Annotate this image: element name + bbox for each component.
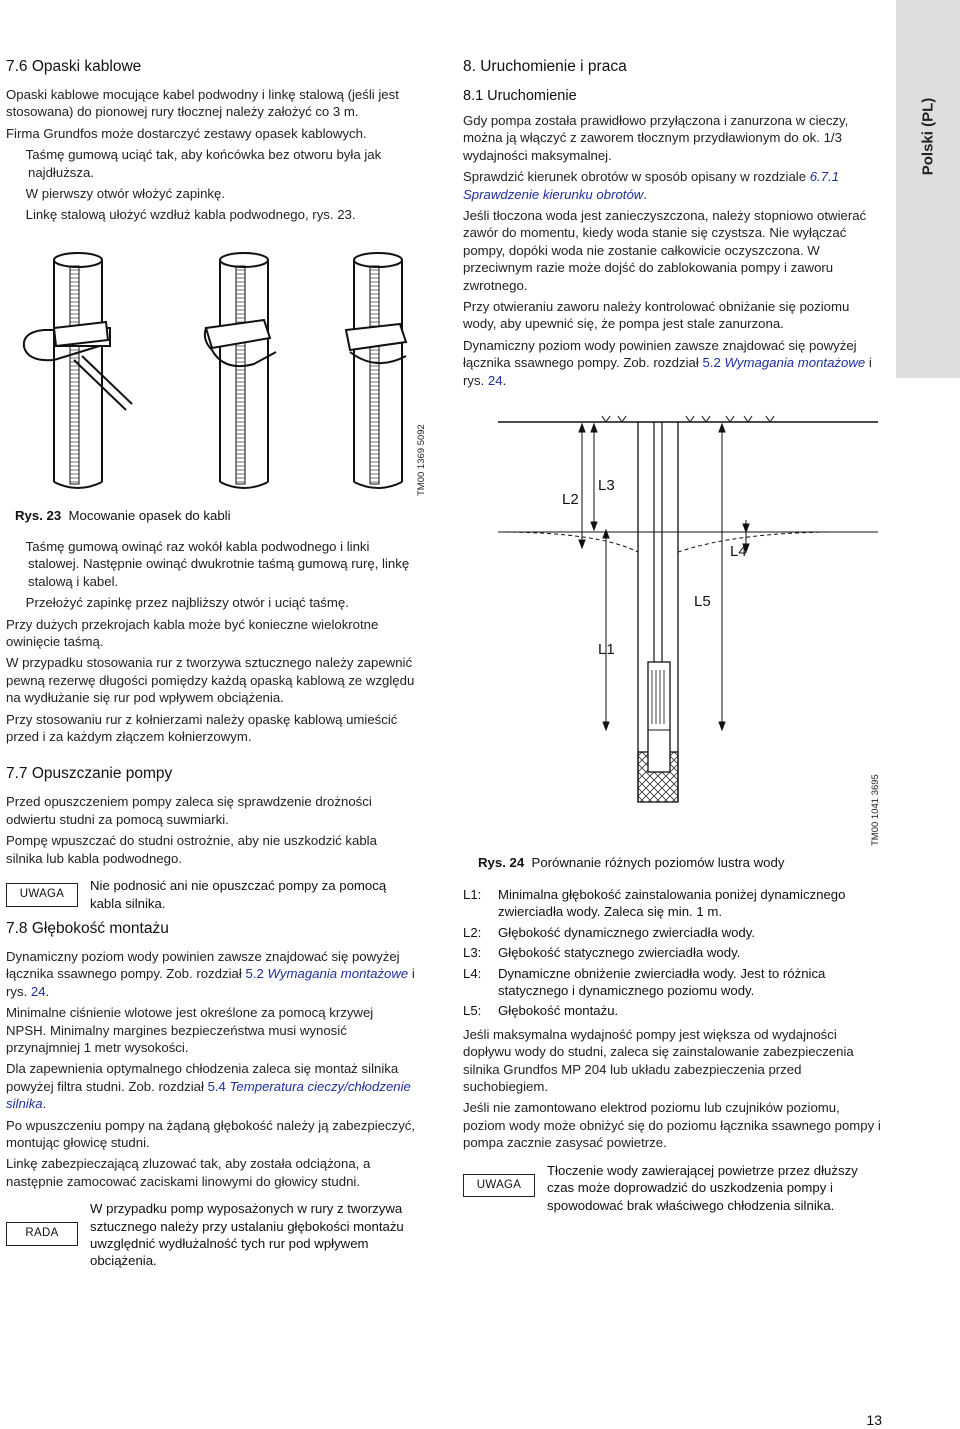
link-6-7-1[interactable]: 6.7.1 Sprawdzenie kierunku obrotów (463, 169, 840, 202)
figure-24-legend (463, 886, 883, 1020)
s76-step-5: Przełożyć zapinkę przez najbliższy otwór i uciąć taśmę. (25, 595, 349, 611)
link-5-2[interactable]: 5.2 (245, 966, 264, 982)
s77-paragraph-1: Przed opuszczeniem pompy zaleca się sprawdzenie drożności odwiertu studni za pomocą suwmiarki. (6, 794, 372, 827)
label-L1: L1 (598, 641, 615, 658)
s76-paragraph-5: Przy stosowaniu rur z kołnierzami należy opaskę kablową umieścić przed i za każdym złączem kołnierzowym. (6, 711, 398, 745)
s78-paragraph-5: Linkę zabezpieczającą zluzować tak, aby została odciążona, a następnie zamocować zaciskami linowymi do głowicy studni. (6, 1156, 371, 1189)
label-L2: L2 (562, 491, 579, 508)
warning-uwaga-1 (6, 877, 416, 912)
s81-paragraph-5: Dynamiczny poziom wody powinien zawsze znajdować się powyżej łącznika ssawnego pompy. Zob. rozdział 5.2 Wymagania montażowe i rys. 24. (463, 337, 872, 388)
right-column-lower (463, 886, 883, 1220)
link-temperatura[interactable]: Temperatura cieczy/chłodzenie silnika (6, 1078, 411, 1112)
legend-value: Dynamiczne obniżenie zwierciadła wody. Jest to różnica statycznego i dynamicznego poziomu wody. (498, 965, 826, 999)
language-label: Polski (PL) (919, 97, 937, 176)
s78-paragraph-4: Po wpuszczeniu pompy na żądaną głębokość należy ją zabezpieczyć, montując głowicę studni. (6, 1117, 416, 1150)
legend-value: Minimalna głębokość zainstalowania poniżej dynamicznego zwierciadła wody. Zaleca się min. 1 m. (498, 887, 846, 920)
warning-badge: UWAGA (463, 1174, 535, 1197)
left-column-lower (6, 538, 416, 1276)
legend-value: Głębokość dynamicznego zwierciadła wody. (498, 924, 756, 940)
label-L5: L5 (694, 593, 711, 610)
section-7-7-title: 7.7 Opuszczanie pompy (6, 765, 173, 783)
s81-paragraph-3: Jeśli tłoczona woda jest zanieczyszczona, należy stopniowo otwierać zawór do momentu, kiedy woda stanie się czystsza. Nie wyłączać pompy, dopóki woda nie zostanie całkowicie oczyszczona. W przeciwnym razie może dojść do zablokowania pompy i zaworu zwrotnego. (463, 208, 867, 293)
warning-uwaga-2 (463, 1162, 883, 1214)
link-wymagania-right[interactable]: Wymagania montażowe (720, 355, 866, 371)
figure-24 (478, 412, 898, 882)
pipe-1 (24, 253, 132, 488)
s76-paragraph-1: Opaski kablowe mocujące kabel podwodny i linkę stalową (jeśli jest stosowana) do pionowej rury tłocznej należy założyć co 3 m. (6, 87, 399, 120)
legend-key: L3: (463, 945, 482, 961)
link-5-2-right[interactable]: 5.2 (702, 355, 721, 371)
section-7-8-title: 7.8 Głębokość montażu (6, 919, 169, 937)
warning-text: Nie podnosić ani nie opuszczać pompy za pomocą kabla silnika. (90, 878, 387, 911)
right-column (463, 56, 883, 393)
legend-key: L5: (463, 1003, 482, 1019)
s81-paragraph-4: Przy otwieraniu zaworu należy kontrolować obniżanie się poziomu wody, aby upewnić się, że pompa jest stale zanurzona. (463, 299, 850, 332)
s81-paragraph-2: Sprawdzić kierunek obrotów w sposób opisany w rozdziale 6.7.1 Sprawdzenie kierunku obrotów. (463, 169, 840, 202)
s81-paragraph-1: Gdy pompa została prawidłowo przyłączona i zanurzona w cieczy, można ją włączyć z zaworem tłocznym przydławionym do ok. 1/3 wydajności maksymalnej. (463, 113, 849, 163)
s76-step-2: W pierwszy otwór włożyć zapinkę. (25, 186, 226, 202)
figure-23 (14, 232, 434, 532)
tip-rada (6, 1200, 416, 1270)
s78-paragraph-1: Dynamiczny poziom wody powinien zawsze znajdować się powyżej łącznika ssawnego pompy. Zob. rozdział 5.2 Wymagania montażowe i rys. 24. (6, 948, 415, 999)
s78-paragraph-2: Minimalne ciśnienie wlotowe jest określone za pomocą krzywej NPSH. Minimalny margines bezpieczeństwa musi wynosić przynajmniej 1 metr wysokości. (6, 1005, 374, 1055)
section-8-1-title: 8.1 Uruchomienie (463, 88, 577, 104)
left-column (6, 56, 416, 228)
ground-grass-marks (602, 416, 774, 422)
pipe-3 (346, 253, 406, 488)
s76-paragraph-4: W przypadku stosowania rur z tworzywa sztucznego należy zapewnić pewną rezerwę długości pomiędzy każdą opaską kablową ze względu na wydłużanie się rur pod wpływem obciążenia. (6, 655, 415, 706)
s8-paragraph-6: Jeśli maksymalna wydajność pompy jest większa od wydajności dopływu wody do studni, zaleca się zainstalowanie zabezpieczenia silnika Grundfos MP 204 lub układu zabezpieczenia przed suchobiegiem. (463, 1026, 854, 1095)
figure-23-code: TM00 1369 5092 (416, 424, 427, 496)
link-fig-24-right[interactable]: 24 (487, 372, 503, 388)
s76-step-3: Linkę stalową ułożyć wzdłuż kabla podwodnego, rys. 23. (25, 207, 356, 223)
s76-step-1: Taśmę gumową uciąć tak, aby końcówka bez otworu była jak najdłuższa. (25, 147, 382, 180)
water-level-diagram (478, 412, 898, 882)
s77-paragraph-2: Pompę wpuszczać do studni ostrożnie, aby nie uszkodzić kabla silnika lub kabla podwodnego. (6, 833, 377, 866)
tip-text: W przypadku pomp wyposażonych w rury z tworzywa sztucznego należy przy ustalaniu głębokości montażu uwzględnić wydłużalność tych rur pod wpływem obciążenia. (90, 1201, 404, 1269)
page-number: 13 (866, 1412, 882, 1428)
link-fig-24[interactable]: 24 (30, 983, 46, 999)
s76-step-4: Taśmę gumową owinąć raz wokół kabla podwodnego i linki stalowej. Następnie owinąć dwukrotnie taśmą gumową rurę, linkę stalową i kabel. (25, 539, 410, 589)
section-8-title: 8. Uruchomienie i praca (463, 58, 627, 75)
legend-value: Głębokość montażu. (498, 1003, 619, 1019)
s76-paragraph-3: Przy dużych przekrojach kabla może być konieczne wielokrotne owinięcie taśmą. (6, 616, 379, 650)
label-L3: L3 (598, 477, 615, 494)
s78-paragraph-3: Dla zapewnienia optymalnego chłodzenia zaleca się montaż silnika powyżej filtra studni. Zob. rozdział 5.4 Temperatura cieczy/chłodzenie silnika. (6, 1061, 411, 1112)
section-7-6-title: 7.6 Opaski kablowe (6, 58, 142, 75)
figure-24-code: TM00 1041 3695 (870, 774, 881, 846)
label-L4: L4 (730, 543, 747, 560)
legend-key: L1: (463, 887, 482, 902)
figure-23-caption: Rys. 23 Mocowanie opasek do kabli (15, 508, 231, 523)
link-5-4[interactable]: 5.4 (207, 1078, 226, 1094)
warning-badge: UWAGA (6, 883, 78, 906)
pipe-2 (205, 253, 276, 488)
legend-value: Głębokość statycznego zwierciadła wody. (498, 945, 741, 961)
s76-paragraph-2: Firma Grundfos może dostarczyć zestawy opasek kablowych. (6, 125, 367, 141)
s8-paragraph-7: Jeśli nie zamontowano elektrod poziomu lub czujników poziomu, poziom wody może obniżyć się do poziomu łącznika ssawnego pompy i pompa zacznie zasysać powietrze. (463, 1100, 881, 1151)
tip-badge: RADA (6, 1222, 78, 1245)
link-wymagania[interactable]: Wymagania montażowe (263, 966, 409, 982)
legend-key: L2: (463, 924, 482, 940)
language-side-tab (896, 0, 960, 378)
figure-24-caption: Rys. 24 Porównanie różnych poziomów lustra wody (478, 855, 785, 870)
warning-text: Tłoczenie wody zawierającej powietrze przez dłuższy czas może doprowadzić do uszkodzenia pompy i spowodować brak właściwego chłodzenia silnika. (547, 1162, 858, 1213)
cable-clip-illustration (14, 232, 434, 532)
legend-key: L4: (463, 965, 482, 981)
